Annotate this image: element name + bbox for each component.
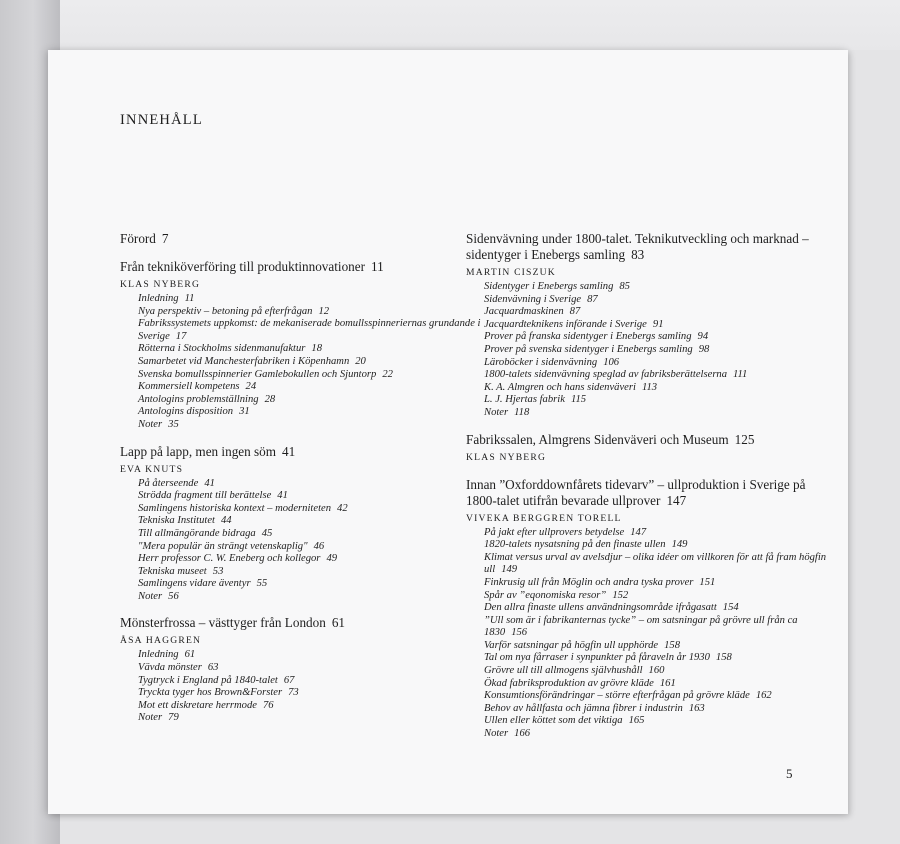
section-entry [484,728,836,741]
section-title: Tekniska museet [138,565,207,577]
chapter-page-number: 61 [331,615,346,631]
section-entry [484,394,836,407]
chapter-author: EVA KNUTS [120,463,184,475]
section-title: Varför satsningar på högfin ull upphörde [484,639,659,651]
section-title: På återseende [138,477,199,489]
chapter-title-text: Sidenvävning under 1800-talet. Teknikutveckling och marknad – sidentyger i Enebergs samling [466,231,809,262]
section-title: Noter [484,728,509,740]
section-title: Inledning [138,293,179,304]
section-title: Grövre ull till allmogens självhushåll [484,665,643,677]
section-page-number: 73 [288,687,299,699]
section-page-number: 76 [262,699,274,711]
section-page-number: 163 [688,702,705,714]
section-page-number: 165 [628,715,645,727]
section-page-number: 18 [311,343,323,355]
section-entry [138,306,490,319]
section-page-number: 11 [184,293,195,304]
section-page-number: 24 [245,381,257,393]
section-entry [484,407,836,420]
section-entry [138,662,490,675]
section-list [138,649,490,725]
section-title: Klimat versus urval av avelsdjur – olika idéer om villkoren för att få fram högfin ull [484,551,827,576]
toc-left-column [120,231,490,737]
section-page-number: 67 [283,674,295,686]
chapter-page-number: 125 [734,431,755,447]
section-title: Inledning [138,649,179,661]
section-page-number: 79 [168,712,179,724]
section-entry [484,602,836,615]
section-entry [484,665,836,678]
section-title: 1800-talets sidenvävning speglad av fabriksberättelserna [484,369,728,381]
section-title: Spår av ”eqonomiska resor” [484,589,607,601]
section-title: Behov av hållfasta och jämna fibrer i industrin [484,702,683,714]
section-page-number: 41 [277,490,288,502]
chapter-title-text: Fabrikssalen, Almgrens Sidenväveri och Museum [466,431,729,447]
section-entry [484,539,836,552]
section-entry [138,394,490,407]
section-entry [138,541,490,554]
section-page-number: 55 [256,578,268,590]
section-page-number: 17 [175,330,187,342]
chapter-author: ÅSA HAGGREN [120,635,202,647]
section-entry [138,293,490,306]
section-entry [484,652,836,665]
section-title: Konsumtionsförändringar – större efterfrågan på grövre kläde [484,690,750,702]
section-title: Noter [138,590,163,602]
section-entry [484,294,836,307]
section-entry [138,406,490,419]
section-entry [484,331,836,344]
toc-chapter [120,231,490,247]
section-page-number: 28 [264,393,276,405]
section-page-number: 118 [514,406,530,418]
section-title: Prover på svenska sidentyger i Enebergs samling [484,343,693,355]
section-page-number: 41 [204,477,215,489]
toc-chapter [120,615,490,725]
chapter-title-text: Från tekniköverföring till produktinnovationer [120,259,366,274]
chapter-page-number: 83 [631,247,645,262]
section-page-number: 111 [733,369,748,381]
section-title: Svenska bomullsspinnerier Gamlebokullen och Sjuntorp [138,368,377,380]
section-page-number: 156 [511,627,528,639]
section-list [138,293,490,432]
section-title: Rötterna i Stockholms sidenmanufaktur [138,343,306,355]
section-entry [138,553,490,566]
chapter-author: MARTIN CISZUK [466,267,556,278]
section-title: K. A. Almgren och hans sidenväveri [484,381,636,393]
section-page-number: 20 [355,355,366,367]
section-title: Herr professor C. W. Eneberg och kollegor [138,553,321,565]
section-page-number: 53 [212,565,224,577]
section-title: Samlingens historiska kontext – moderniteten [138,502,332,514]
section-page-number: 46 [313,540,325,552]
section-title: Noter [138,418,163,430]
section-entry [484,690,836,703]
section-title: Tal om nya fårraser i synpunkter på fåraveln år 1930 [484,652,710,664]
section-entry [484,369,836,382]
section-entry [138,515,490,528]
section-page-number: 113 [641,381,658,393]
section-title: Antologins problemställning [138,393,259,405]
section-page-number: 87 [587,293,598,305]
section-page-number: 87 [569,306,581,318]
section-title: Noter [138,712,163,724]
section-title: Mot ett diskretare herrmode [138,699,257,711]
chapter-author: VIVEKA BERGGREN TORELL [466,512,622,524]
chapter-title [120,615,490,631]
section-page-number: 149 [671,539,688,551]
section-page-number: 45 [261,527,273,539]
section-title: Tygtryck i England på 1840-talet [138,674,278,686]
chapter-title [120,231,490,247]
section-entry [138,591,490,604]
section-entry [138,503,490,516]
chapter-title [466,231,836,263]
section-page-number: 63 [207,662,219,674]
section-entry [138,318,490,343]
chapter-page-number: 11 [371,259,384,274]
section-title: Tekniska Institutet [138,515,215,527]
section-entry [484,552,836,577]
chapter-title-text: Innan ”Oxforddownfårets tidevarv” – ullproduktion i Sverige på 1800-talet utifrån bevarade ullprover [466,476,806,508]
section-entry [484,306,836,319]
section-entry [138,566,490,579]
section-title: "Mera populär än strängt vetenskaplig" [138,540,308,552]
section-entry [138,578,490,591]
section-title: Till allmängörande bidraga [138,527,256,539]
toc-chapter [466,432,836,465]
section-entry [138,649,490,662]
section-page-number: 91 [652,318,664,330]
section-page-number: 152 [612,589,629,601]
section-entry [138,490,490,503]
section-page-number: 166 [514,728,531,740]
chapter-author: KLAS NYBERG [120,279,201,290]
section-entry [138,419,490,432]
section-title: Läroböcker i sidenvävning [484,356,598,368]
section-title: På jakt efter ullprovers betydelse [484,526,625,538]
section-page-number: 44 [221,515,232,527]
section-entry [484,590,836,603]
section-title: Samarbetet vid Manchesterfabriken i Köpenhamn [138,355,350,367]
section-entry [484,640,836,653]
book-page [48,50,848,814]
section-entry [484,281,836,294]
section-page-number: 94 [697,331,709,343]
section-entry [484,382,836,395]
section-entry [484,715,836,728]
page-heading: INNEHÅLL [120,112,203,128]
section-page-number: 158 [664,639,681,651]
section-entry [484,357,836,370]
section-page-number: 98 [698,343,710,355]
section-page-number: 158 [715,652,732,664]
chapter-page-number: 7 [161,231,169,246]
section-entry [138,369,490,382]
section-page-number: 35 [168,418,179,430]
section-title: L. J. Hjertas fabrik [484,394,565,406]
section-page-number: 147 [630,526,647,538]
section-entry [138,687,490,700]
chapter-page-number: 147 [666,492,687,508]
section-entry [138,356,490,369]
toc-right-column [466,231,836,753]
section-page-number: 106 [603,356,620,368]
section-entry [484,319,836,332]
section-entry [138,700,490,713]
section-entry [138,343,490,356]
toc-chapter [466,477,836,741]
section-page-number: 31 [239,406,250,418]
chapter-title-text: Lapp på lapp, men ingen söm [120,443,277,459]
chapter-title [120,444,490,460]
section-page-number: 154 [722,602,739,614]
section-entry [138,675,490,688]
section-entry [484,615,836,640]
section-entry [138,478,490,491]
section-title: Sidentyger i Enebergs samling [484,281,614,292]
chapter-title-text: Förord [120,231,156,246]
chapter-author: KLAS NYBERG [466,451,547,463]
chapter-title [466,432,836,448]
section-title: Noter [484,406,509,418]
section-page-number: 151 [699,576,716,588]
section-title: Nya perspektiv – betoning på efterfrågan [138,305,313,317]
section-page-number: 149 [501,564,518,576]
section-title: Den allra finaste ullens användningsområde ifrågasatt [484,602,717,614]
section-title: Ökad fabriksproduktion av grövre kläde [484,677,654,689]
section-page-number: 160 [648,665,665,677]
section-page-number: 56 [168,590,179,602]
section-title: Kommersiell kompetens [138,381,240,393]
section-page-number: 161 [659,677,676,689]
section-title: 1820-talets nysatsning på den finaste ullen [484,539,666,551]
section-title: Ullen eller köttet som det viktiga [484,715,623,727]
section-page-number: 85 [619,281,630,292]
section-page-number: 42 [337,502,348,514]
toc-chapter [120,259,490,432]
section-title: Vävda mönster [138,662,202,674]
section-title: Fabrikssystemets uppkomst: de mekaniserade bomullsspinneriernas grundande i Sverige [138,318,481,342]
section-title: Tryckta tyger hos Brown&Forster [138,687,283,699]
section-entry [484,577,836,590]
section-title: Samlingens vidare äventyr [138,578,251,590]
toc-chapter [466,231,836,420]
section-title: Finkrusig ull från Möglin och andra tyska prover [484,576,694,588]
section-entry [484,678,836,691]
section-entry [138,528,490,541]
section-entry [138,381,490,394]
section-title: Antologins disposition [138,406,234,418]
chapter-title [120,259,490,275]
section-entry [484,703,836,716]
section-list [138,478,490,604]
section-page-number: 22 [382,368,393,380]
section-title: Prover på franska sidentyger i Enebergs samling [484,331,692,343]
section-entry [138,712,490,725]
section-page-number: 115 [570,394,587,406]
toc-chapter [120,444,490,604]
section-list [484,281,836,420]
section-entry [484,344,836,357]
section-list [484,527,836,741]
chapter-page-number: 41 [282,443,296,459]
section-page-number: 162 [755,690,772,702]
section-page-number: 61 [184,649,196,661]
page-number: 5 [786,766,793,781]
section-title: Jacquardteknikens införande i Sverige [484,318,647,330]
chapter-title-text: Mönsterfrossa – västtyger från London [120,615,326,631]
section-page-number: 49 [326,553,338,565]
chapter-title [466,477,836,509]
section-entry [484,527,836,540]
section-title: Strödda fragment till berättelse [138,490,272,502]
background-top [0,0,900,50]
section-page-number: 12 [318,305,330,317]
section-title: Jacquardmaskinen [484,306,564,318]
section-title: Sidenvävning i Sverige [484,293,582,305]
section-title: ”Ull som är i fabrikanternas tycke” – om satsningar på grövre ull från ca 1830 [484,614,798,639]
